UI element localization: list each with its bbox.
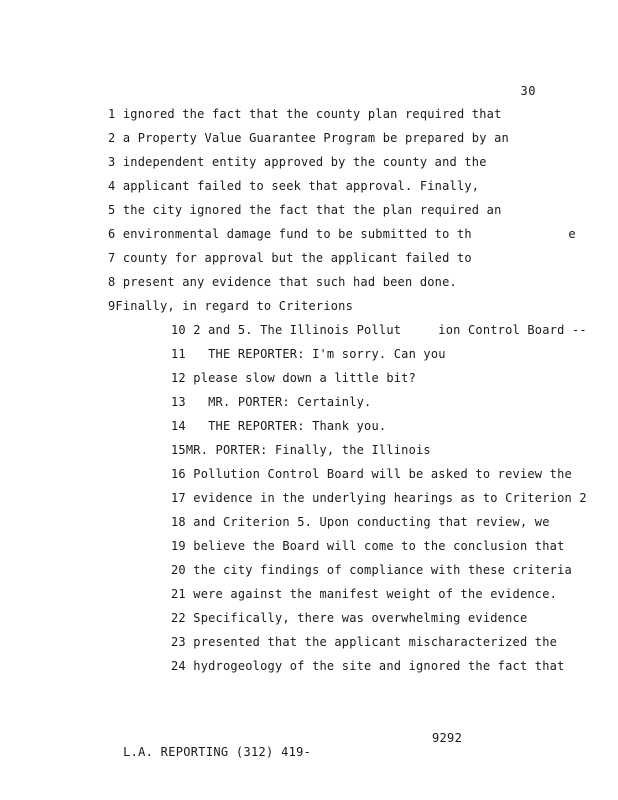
transcript-line-12: 12 please slow down a little bit? (171, 371, 417, 385)
transcript-line-10: 10 2 and 5. The Illinois Pollut ion Control Board -- (171, 323, 587, 337)
transcript-line-5: 5 the city ignored the fact that the plan required an (108, 203, 502, 217)
transcript-line-11: 11 THE REPORTER: I'm sorry. Can you (171, 347, 446, 361)
transcript-line-1: 1 ignored the fact that the county plan required that (108, 107, 502, 121)
reporter-name: L.A. REPORTING (312) 419- (123, 745, 312, 759)
transcript-line-15: 15MR. PORTER: Finally, the Illinois (171, 443, 431, 457)
transcript-line-24: 24 hydrogeology of the site and ignored the fact that (171, 659, 565, 673)
transcript-line-8: 8 present any evidence that such had been done. (108, 275, 457, 289)
transcript-line-16: 16 Pollution Control Board will be asked to review the (171, 467, 572, 481)
transcript-line-6: 6 environmental damage fund to be submitted to th e (108, 227, 576, 241)
transcript-line-3: 3 independent entity approved by the county and the (108, 155, 487, 169)
transcript-line-22: 22 Specifically, there was overwhelming evidence (171, 611, 528, 625)
transcript-line-9: 9Finally, in regard to Criterions (108, 299, 354, 313)
transcript-line-18: 18 and Criterion 5. Upon conducting that review, we (171, 515, 550, 529)
reporter-footer (108, 731, 468, 773)
transcript-line-17: 17 evidence in the underlying hearings as to Criterion 2 (171, 491, 587, 505)
transcript-line-7: 7 county for approval but the applicant failed to (108, 251, 472, 265)
transcript-line-4: 4 applicant failed to seek that approval. Finally, (108, 179, 480, 193)
transcript-line-14: 14 THE REPORTER: Thank you. (171, 419, 387, 433)
transcript-line-21: 21 were against the manifest weight of the evidence. (171, 587, 558, 601)
transcript-line-2: 2 a Property Value Guarantee Program be prepared by an (108, 131, 509, 145)
reporter-phone-suffix: 9292 (432, 731, 463, 745)
transcript-line-20: 20 the city findings of compliance with these criteria (171, 563, 572, 577)
transcript-line-23: 23 presented that the applicant mischaracterized the (171, 635, 558, 649)
transcript-line-19: 19 believe the Board will come to the conclusion that (171, 539, 565, 553)
page-number: 30 (520, 84, 536, 98)
transcript-line-13: 13 MR. PORTER: Certainly. (171, 395, 372, 409)
